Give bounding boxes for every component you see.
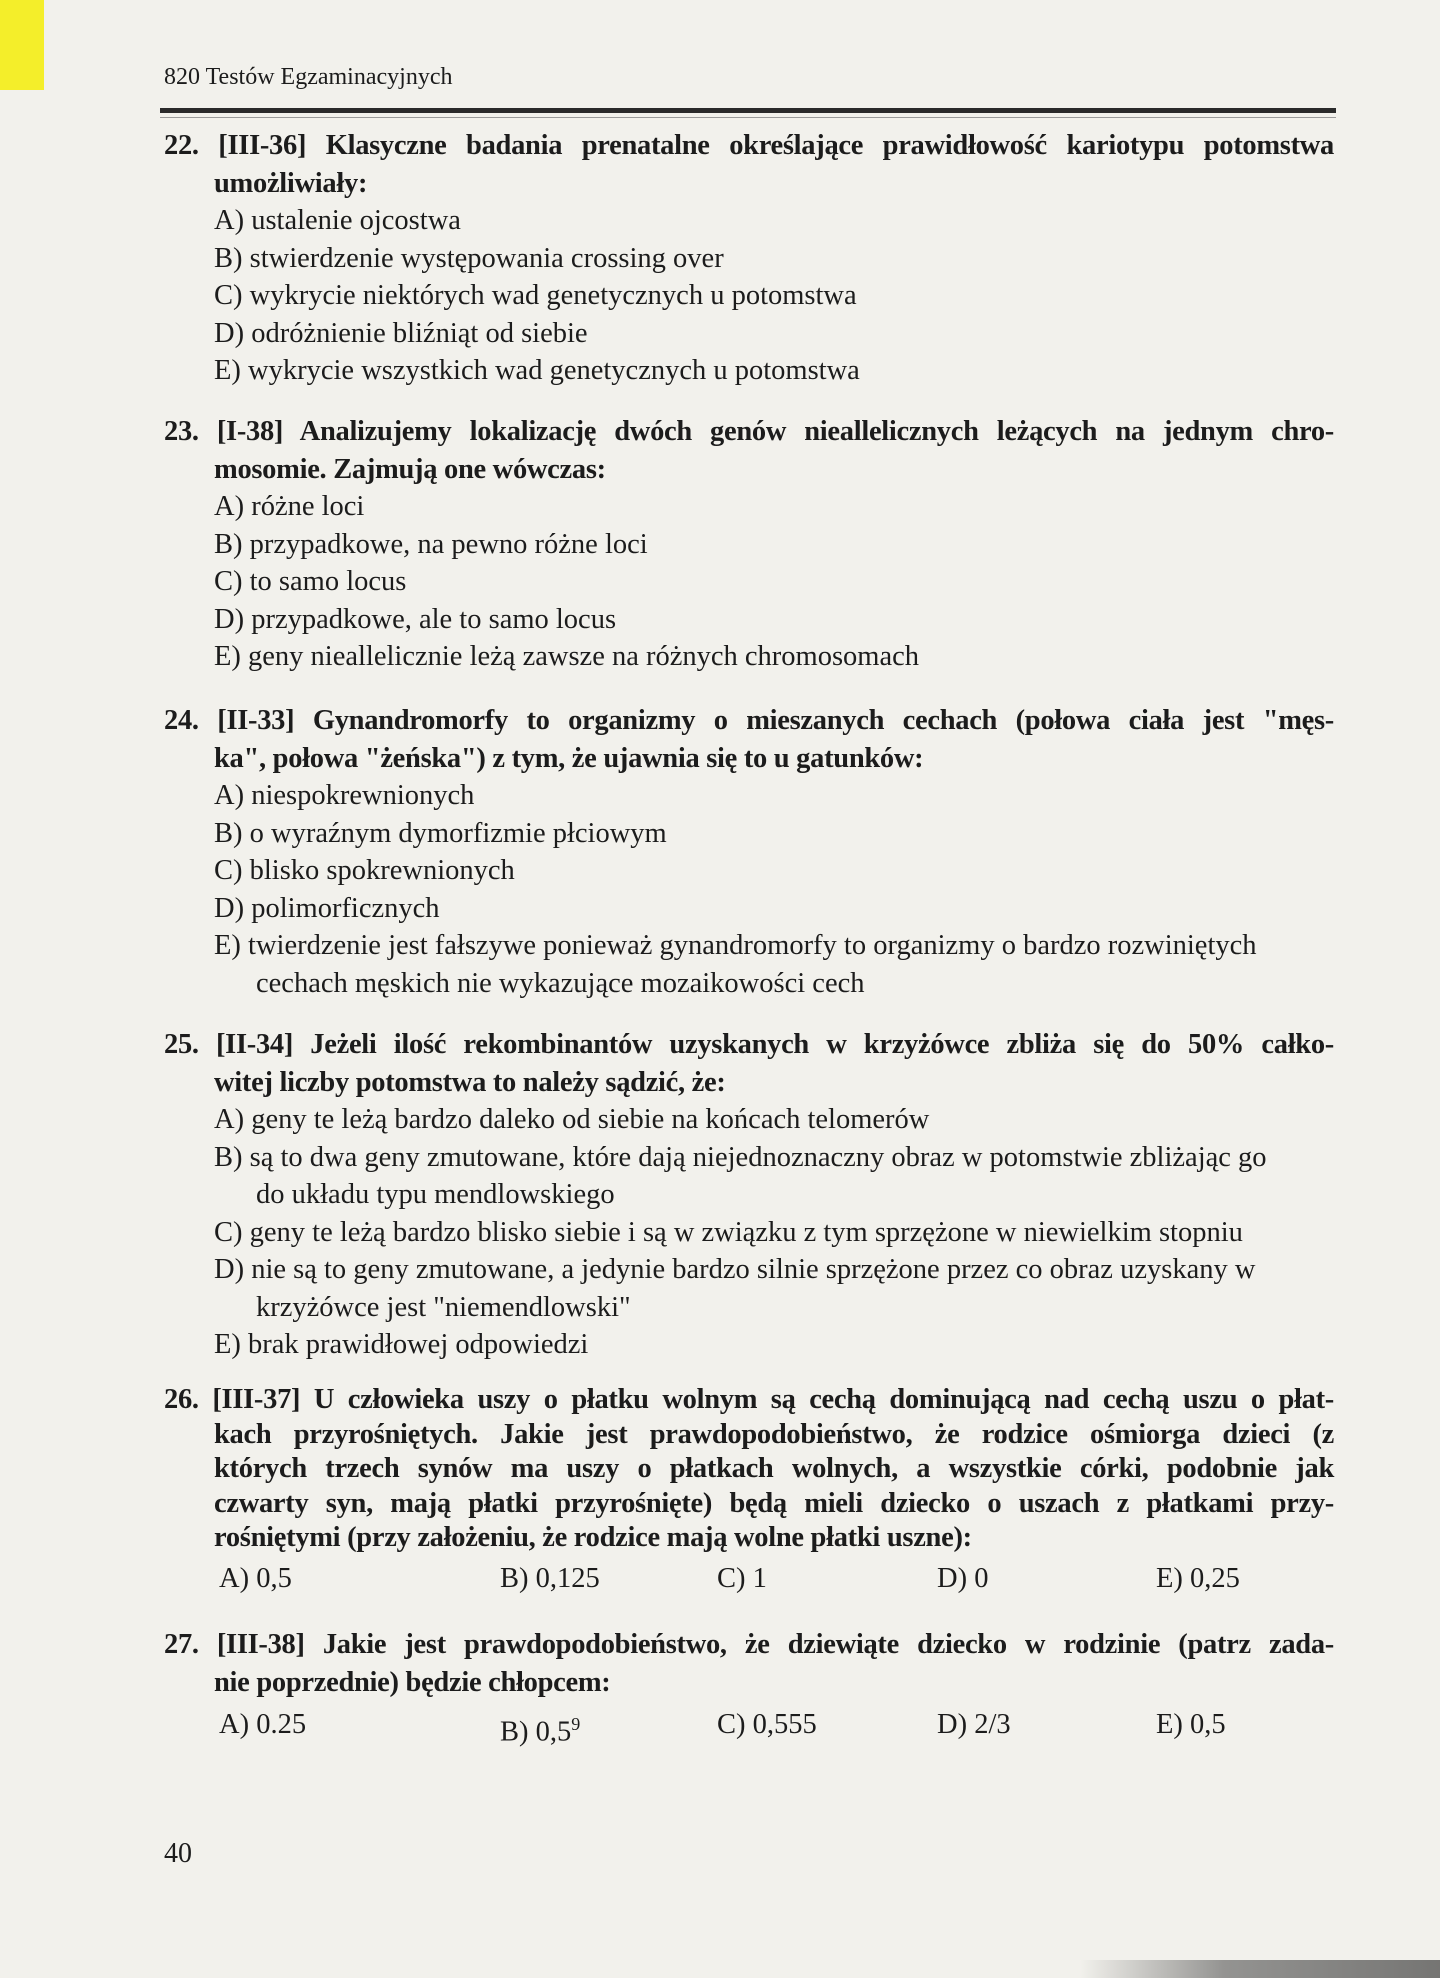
question-text: 22. [III-36] Klasyczne badania prenatalne określające prawidłowość kariotypu potomstwa [164, 130, 1334, 161]
answer-option: A) ustalenie ojcostwa [214, 205, 461, 236]
answer-option: C) 0,555 [717, 1709, 817, 1740]
answer-option: C) 1 [717, 1562, 767, 1594]
question-text: których trzech synów ma uszy o płatkach wolnych, a wszystkie córki, podobnie jak [214, 1453, 1334, 1484]
answer-option [164, 927, 1334, 1002]
answer-option: D) odróżnienie bliźniąt od siebie [214, 317, 588, 349]
question-text: czwarty syn, mają płatki przyrośnięte) będą mieli dziecko o uszach z płatkami przy- [214, 1487, 1334, 1519]
question-27 [164, 1626, 1334, 1746]
answer-option: A) geny te leżą bardzo daleko od siebie na końcach telomerów [214, 1104, 930, 1135]
answer-option: D) przypadkowe, ale to samo locus [214, 603, 617, 635]
answer-option: D) 0 [937, 1562, 989, 1594]
answer-option: A) niespokrewnionych [214, 780, 475, 811]
question-text: 23. [I-38] Analizujemy lokalizację dwóch genów nieallelicznych leżących na jednym chro- [164, 416, 1334, 447]
question-text: mosomie. Zajmują one wówczas: [214, 453, 606, 485]
question-23 [164, 413, 1334, 676]
answer-option-text: D) nie są to geny zmutowane, a jedynie bardzo silnie sprzężone przez co obraz uzyskany w [214, 1254, 1256, 1285]
exponent: 9 [571, 1714, 581, 1734]
answer-option: A) 0,5 [219, 1562, 292, 1594]
scan-edge-smudge [1080, 1960, 1440, 1978]
answer-option [164, 1251, 1334, 1326]
answer-option-text: B) 0,5 [500, 1716, 572, 1748]
answer-row [164, 1706, 1334, 1746]
answer-option: B) przypadkowe, na pewno różne loci [214, 528, 648, 560]
question-text: kach przyrośniętych. Jakie jest prawdopodobieństwo, że rodzice ośmiorga dzieci (z [214, 1418, 1334, 1450]
answer-option-text: E) twierdzenie jest fałszywe ponieważ gynandromorfy to organizmy o bardzo rozwiniętych [214, 930, 1257, 961]
answer-option: C) wykrycie niektórych wad genetycznych u potomstwa [214, 280, 857, 311]
answer-option: D) polimorficznych [214, 892, 440, 924]
answer-option: E) 0,5 [1156, 1709, 1226, 1740]
header-rule-thin [160, 117, 1336, 118]
answer-option: B) 0,125 [500, 1562, 600, 1594]
question-25 [164, 1026, 1334, 1364]
answer-option: E) geny nieallelicznie leżą zawsze na różnych chromosomach [214, 641, 920, 672]
answer-option: A) 0.25 [219, 1709, 307, 1740]
question-text: 24. [II-33] Gynandromorfy to organizmy o mieszanych cechach (połowa ciała jest "męs- [164, 705, 1334, 736]
page-number: 40 [164, 1838, 192, 1869]
running-title: 820 Testów Egzaminacyjnych [164, 64, 453, 90]
answer-option: B) stwierdzenie występowania crossing over [214, 242, 724, 274]
answer-option [500, 1706, 580, 1751]
question-22 [164, 127, 1334, 390]
answer-option: C) blisko spokrewnionych [214, 855, 515, 886]
answer-option: B) o wyraźnym dymorfizmie płciowym [214, 817, 667, 849]
question-text: 27. [III-38] Jakie jest prawdopodobieństwo, że dziewiąte dziecko w rodzinie (patrz zada- [164, 1629, 1334, 1660]
question-26 [164, 1383, 1334, 1602]
answer-option-continuation: do układu typu mendlowskiego [256, 1179, 615, 1210]
answer-option: C) to samo locus [214, 566, 407, 597]
yellow-corner-marker [0, 0, 44, 90]
question-text: ka", połowa "żeńska") z tym, że ujawnia się to u gatunków: [214, 742, 924, 774]
answer-option: E) wykrycie wszystkich wad genetycznych u potomstwa [214, 355, 860, 386]
question-text: witej liczby potomstwa to należy sądzić, że: [214, 1066, 726, 1098]
answer-option: C) geny te leżą bardzo blisko siebie i są w związku z tym sprzężone w niewielkim stopniu [214, 1216, 1243, 1248]
answer-option: D) 2/3 [937, 1709, 1011, 1740]
question-text: nie poprzednie) będzie chłopcem: [214, 1666, 611, 1698]
answer-option: A) różne loci [214, 491, 365, 522]
question-24 [164, 702, 1334, 1002]
answer-option: E) 0,25 [1156, 1562, 1240, 1594]
answer-option-continuation: krzyżówce jest "niemendlowski" [256, 1291, 631, 1323]
question-text: 26. [III-37] U człowieka uszy o płatku wolnym są cechą dominującą nad cechą uszu o płat- [164, 1384, 1334, 1415]
answer-option: E) brak prawidłowej odpowiedzi [214, 1329, 589, 1360]
question-text: 25. [II-34] Jeżeli ilość rekombinantów uzyskanych w krzyżówce zbliża się do 50% całko- [164, 1029, 1334, 1060]
answer-option-text: B) są to dwa geny zmutowane, które dają niejednoznaczny obraz w potomstwie zbliżając go [214, 1141, 1267, 1173]
question-text: rośniętymi (przy założeniu, że rodzice mają wolne płatki uszne): [214, 1522, 972, 1553]
header-rule [160, 108, 1336, 113]
answer-option [164, 1139, 1334, 1214]
question-text: umożliwiały: [214, 167, 368, 199]
answer-option-continuation: cechach męskich nie wykazujące mozaikowości cech [256, 967, 865, 999]
answer-row [164, 1562, 1334, 1602]
